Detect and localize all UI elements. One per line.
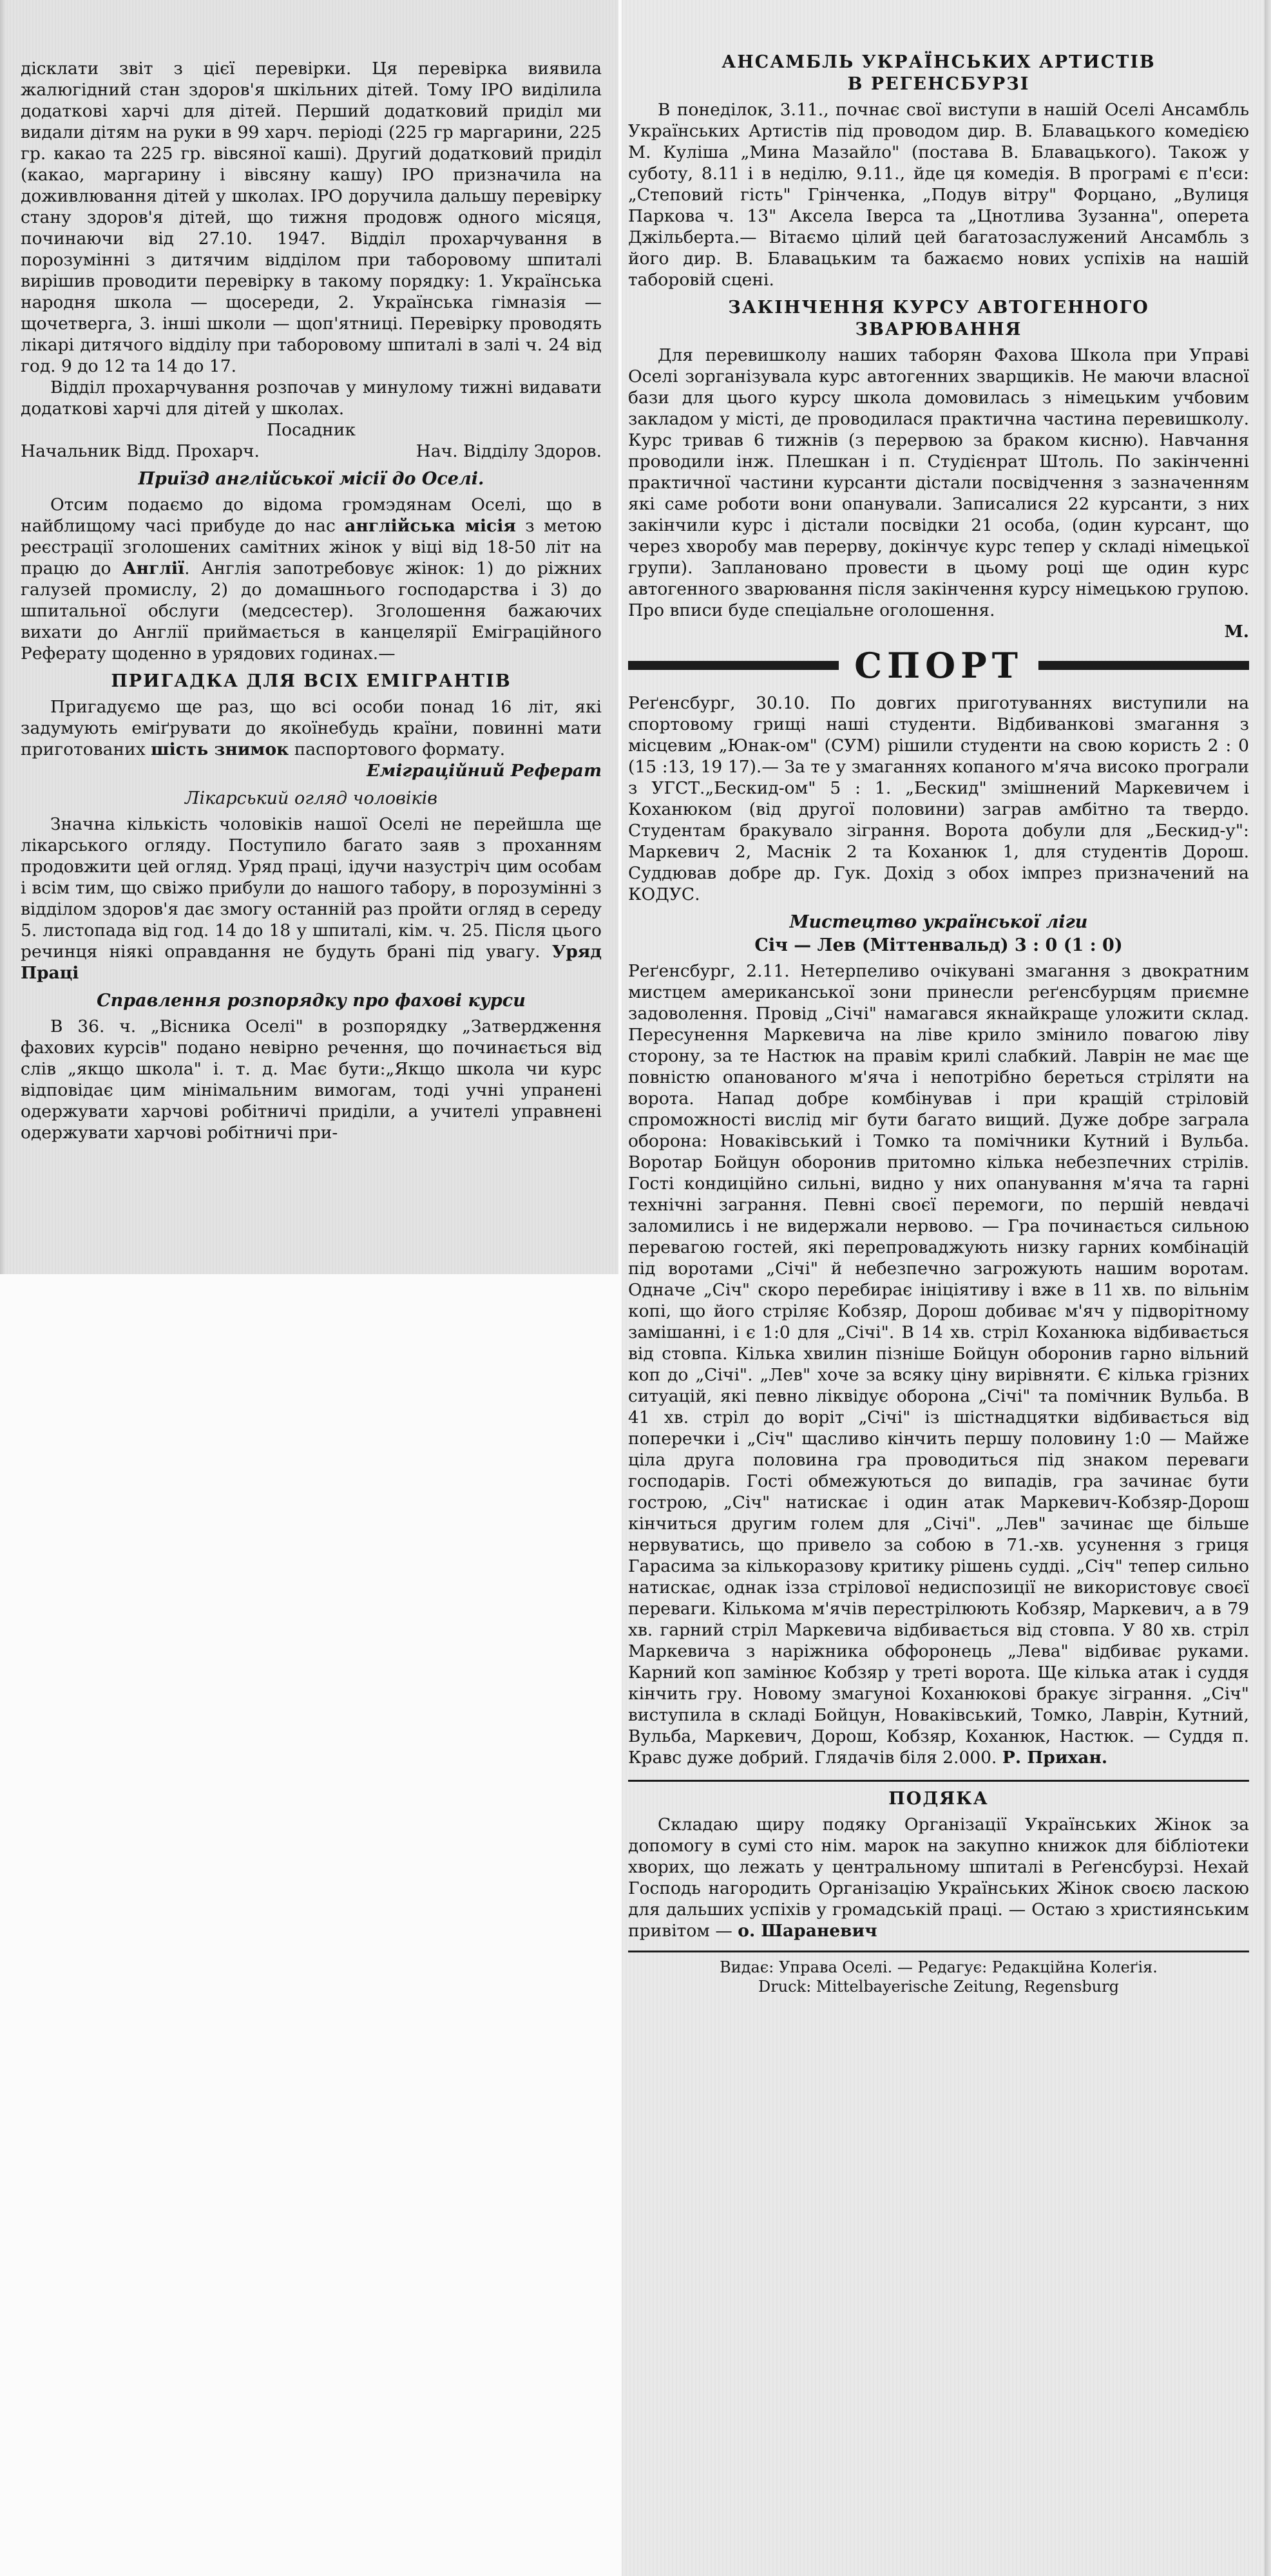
correction-text: В 36. ч. „Вісника Оселі" в розпорядку „Затвердження фахових курсів" подано невірно речення, що починається від слів „якщо школа" і. т. д. Має бути:„Якщо школа чи курс відповідає цим мінімальним вимогам, тоді учні упранені одержувати харчові робітничі приділи, а учителі управнені одержувати харчові робітничі при- [21, 1016, 602, 1143]
correction-title: Справлення розпорядку про фахові курси [97, 991, 526, 1011]
ensemble-subtitle: В РЕГЕНСБУРЗІ [847, 74, 1030, 94]
signature-mayor: Посадник [267, 420, 356, 440]
medical-text: Значна кількість чоловіків нашої Оселі не перейшла ще лікарського огляду. Поступило багато заяв з проханням продовжити цей огляд. Уряд праці, ідучи назустріч цим особам і всім тим, що свіжо прибули до нашого табору, в порозумінні з відділом здоров'я дає змогу останній раз пройти огляд в середу 5. листопада від год. 14 до 18 у шпиталі, кім. ч. 25. Після цього речинця ніякі оправдання не будуть брані під увагу. Уряд Праці [21, 814, 602, 983]
medical-title: Лікарський огляд чоловіків [185, 788, 437, 808]
mission-text: Отсим подаємо до відома громэдянам Оселі, що в найблищому часі прибуде до нас англійська місія з метою реєстрації зголошених самітних жінок у віці від 18-50 літ на працю до Англії. Англія запотребовує жінок: 1) до ріжних галузей промислу, 2) до домашнього господарства і 3) до шпитальної обслуги (медсестер). Зголошення бажаючих вихати до Англії приймається в канцелярії Еміграційного Реферату щоденно в урядових годинах.— [21, 495, 602, 663]
sport-heading: СПОРТ [854, 645, 1023, 686]
emigrants-text: Пригадуємо ще раз, що всі особи понад 16 літ, які задумують еміґрувати до якоїнебудь країни, повинні мати приготованих шість знимок паспортового формату. [21, 697, 602, 759]
sport-text: Реґенсбург, 30.10. По довгих приготуваннях виступили на спортовому грищі наші студенти. Відбиванкові змагання з місцевим „Юнак-ом" (СУМ) рішили студенти на свою користь 2 : 0 (15 :13, 19 17).— За те у змаганнях копаного м'яча високо програли з УГСТ.„Бескид-ом" 5 : 1. „Бескид" змішнений Маркевичем і Коханюком (від другої половини) заграв амбітно та твердо. Студентам бракувало зіграння. Ворота добули для „Бескид-у": Маркевич 2, Маснік 2 та Коханюк 1, для студентів Дорош. Суддював добре др. Гук. Дохід з обох імпрез призначений на КОДУС. [628, 693, 1249, 904]
ensemble-title: АНСАМБЛЬ УКРАЇНСЬКИХ АРТИСТІВ [722, 52, 1156, 72]
thanks-text: Складаю щиру подяку Організації Українських Жінок за допомогу в сумі сто нім. марок на закупно книжок для бібліотеки хворих, що лежать у центральному шпиталі в Реґенсбурзі. Нехай Господь нагородить Організацію Українських Жінок своєю ласкою для дальших успіхів у громадській праці. — Остаю з християнським привітом — о. Шараневич [628, 1815, 1249, 1941]
match-title: Січ — Лев (Міттенвальд) 3 : 0 (1 : 0) [754, 935, 1123, 955]
left-clipping [0, 0, 618, 1274]
welding-text: Для перевишколу наших таборян Фахова Школа при Управі Оселі зорганізувала курс автогенних зварщиків. Не маючи власної бази для цього курсу школа домовилась з німецьким учбовим закладом у місті, де проводилася практична частина перевишколу. Курс тривав 6 тижнів (з перервою за браком кисню). Навчання проводили інж. Плешкан і п. Студієнрат Штоль. По закінченні практичної частини курсанти дістали посвідчення з зазначенням які саме роботи вони опанували. Записалися 22 курсанти, з них закінчили курс і дістали посвідки 21 особа, (один курсант, що через хворобу мав перерву, докінчує курс тепер у складі німецької групи). Заплановано провести в цьому році ще один курс автогенного зварювання після закінчення курсу німецькою групою. Про вписи буде спеціальне оголошення. [628, 345, 1249, 620]
emigrants-title: ПРИГАДКА ДЛЯ ВСІХ ЕМІГРАНТІВ [111, 671, 511, 691]
signature-row [21, 441, 602, 462]
emigration-office-signature: Еміграційний Реферат [366, 761, 602, 781]
publisher-line: Видає: Управа Оселі. — Редагує: Редакційна Колеґія. [720, 1958, 1158, 1976]
mission-title: Приїзд англійської місії до Оселі. [138, 469, 484, 489]
labor-office-signature: Уряд Праці [21, 942, 602, 983]
scan-edge [1265, 0, 1271, 2576]
sport-header [628, 645, 1249, 686]
welding-subtitle: ЗВАРЮВАННЯ [855, 320, 1022, 339]
heading-rule [1038, 661, 1249, 670]
imprint [628, 1951, 1249, 1996]
league-title: Мистецтво української ліги [789, 912, 1088, 932]
signature-food-dept: Начальник Відд. Прохарч. [21, 441, 260, 461]
signature-health-dept: Нач. Відділу Здоров. [416, 441, 602, 461]
right-clipping [622, 0, 1271, 2576]
section-rule [628, 1780, 1249, 1782]
intro-text-2: Відділ прохарчування розпочав у минулому тижні видавати додаткові харчі для дітей у школах. [21, 377, 602, 419]
welding-title: ЗАКІНЧЕННЯ КУРСУ АВТОГЕННОГО [728, 298, 1149, 318]
heading-rule [628, 661, 839, 670]
scan-edge [0, 0, 6, 1274]
thanks-signature: о. Шараневич [738, 1921, 877, 1941]
thanks-title: ПОДЯКА [888, 1789, 989, 1809]
match-report-text: Реґенсбург, 2.11. Нетерпеливо очікувані змагання з двократним мистцем американської зони принесли реґенсбурцям приємне задоволення. Провід „Січі" намагався якнайкраще уложити склад. Пересунення Маркевича на ліве крило змінило повагою ліву сторону, за те Настюк на правім крилі слабкий. Лаврін не має ще повністю опанованого м'яча і непотрібно береться стріляти на ворота. Напад добре комбінував і при кращій стріловій спроможності вислід міг бути багато вищий. Дуже добре заграла оборона: Новаківський і Томко та помічники Кутний і Вульба. Воротар Бойцун оборонив притомно кілька небезпечних стрілів. Гості кондиційно сильні, видно у них опанування м'яча та гарні технічні заграння. Певні своєї перемоги, по першій невдачі заломились і не видержали нервово. — Гра починається сильною перевагою гостей, які перепроваджують низку гарних комбінацій під воротами „Січі" й небезпечно загрожують нашим воротам. Одначе „Січ" скоро перебирає ініціятиву і вже в 11 хв. по вільнім копі, що його стріляє Кобзяр, Дорош добиває м'яч у підворітному замішанні, і є 1:0 для „Січі". В 14 хв. стріл Коханюка відбивається від стовпа. Кілька хвилин пізніше Бойцун оборонив гарно вільний коп до „Січі". „Лев" хоче за всяку ціну вирівняти. Є кілька грізних ситуацій, які певно ліквідує оборона „Січі" та помічник Вульба. В 41 хв. стріл до воріт „Січі" із шістнадцятки відбивається від поперечки і „Січ" щасливо кінчить першу половину 1:0 — Майже ціла друга половина гра проводиться під знаком переваги господарів. Гості обмежуються до випадів, гра зачинає бути гострою, „Січ" натискає і один атак Маркевич-Кобзяр-Дорош кінчиться другим голем для „Січі". „Лев" зачинає ще більше нервуватись, що привело за собою в 71.-хв. усунення з гриця Гарасима за кількоразову критику рішень судді. „Січ" тепер сильно натискає, однак ізза стрілової недиспозиції не використовує своєї переваги. Кількома м'ячів перестрілюють Кобзяр, Маркевич, а в 79 хв. гарний стріл Маркевича відбивається від стовпа. У 80 хв. стріл Маркевича з наріжника обфоронець „Лева" відбиває руками. Карний коп замінює Кобзяр у треті ворота. Ще кілька атак і суддя кінчить гру. Новому змагуноі Коханюкові бракує зіграння. „Січ" виступила в складі Бойцун, Новаківський, Томко, Лаврін, Кутний, Вульба, Маркевич, Дорош, Кобзяр, Коханюк, Настюк. — Суддя п. Кравс дуже добрий. Глядачів біля 2.000. Р. Прихан. [628, 961, 1249, 1768]
intro-text: дісклати звіт з цієї перевірки. Ця перевірка виявила жалюгідний стан здоров'я шкільних дітей. Тому ІРО виділила додаткові харчі для дітей. Перший додатковий приділ ми видали дітям на руки в 99 харч. періоді (225 гр маргарини, 225 гр. какао та 225 гр. вівсяної каші). Другий додатковий приділ (какао, маргарину і вівсяну кашу) ІРО призначила на доживлювання дітей у школах. ІРО доручила дальшу перевірку стану здоров'я дітей, що тижня продовж одного місяця, починаючи від 27.10. 1947. Відділ прохарчування в порозумінні з дитячим відділом при таборовому шпиталі вирішив проводити перевірку в такому порядку: 1. Українська народня школа — щосереди, 2. Українська гімназія — щочетверга, 3. інші школи — щоп'ятниці. Перевірку проводять лікарі дитячого відділу при таборовому шпиталі в залі ч. 24 від год. 9 до 12 та 14 до 17. [21, 59, 602, 376]
ensemble-text: В понеділок, 3.11., почнає свої виступи в нашій Оселі Ансамбль Українських Артистів під проводом дир. В. Блавацького комедією М. Куліша „Мина Мазайло" (постава В. Блавацького). Також у суботу, 8.11 і в неділю, 9.11., йде ця комедія. В програмі є п'єси: „Степовий гість" Грінченка, „Подув вітру" Форцано, „Вулиця Паркова ч. 13" Аксела Іверса та „Цнотлива Зузанна", оперета Джільберта.— Вітаємо цілий цей багатозаслужений Ансамбль з його дир. В. Блавацьким та бажаємо нових успіхів на нашій таборовій сцені. [628, 100, 1249, 290]
printer-line: Druck: Mittelbayerische Zeitung, Regensburg [758, 1978, 1119, 1996]
welding-signature: М. [1224, 622, 1249, 642]
match-report-signature: Р. Прихан. [1002, 1748, 1108, 1768]
